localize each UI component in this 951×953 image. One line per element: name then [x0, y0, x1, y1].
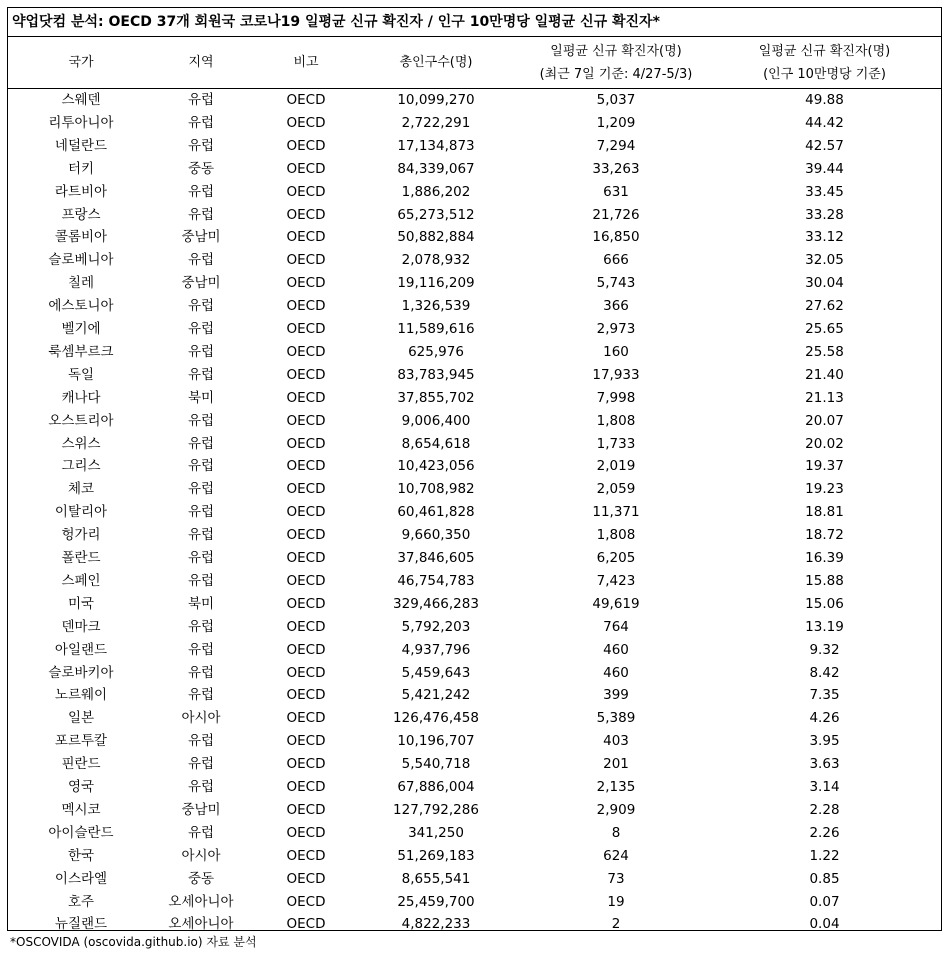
cell-region: 유럽	[187, 664, 215, 681]
cell-daily-cases: 11,371	[592, 504, 640, 521]
cell-daily-cases: 201	[603, 756, 629, 773]
cell-region: 유럽	[187, 298, 215, 315]
cell-population: 83,783,945	[397, 366, 475, 383]
cell-population: 9,006,400	[401, 412, 471, 429]
cell-population: 11,589,616	[397, 321, 475, 337]
cell-daily-cases: 33,263	[592, 160, 640, 177]
cell-rate-per-100k: 39.44	[805, 160, 844, 177]
cell-daily-cases: 1,808	[596, 412, 636, 429]
cell-note: OECD	[286, 779, 326, 795]
cell-country: 스웨덴	[61, 92, 101, 108]
header-country-label: 국가	[68, 55, 94, 70]
cell-country: 아이슬란드	[48, 824, 114, 841]
cell-note: OECD	[286, 916, 326, 933]
cell-daily-cases: 21,726	[592, 206, 640, 223]
cell-population: 65,273,512	[397, 206, 475, 223]
cell-population: 37,855,702	[397, 389, 475, 406]
cell-note: OECD	[286, 366, 326, 383]
data-table	[7, 7, 942, 931]
cell-population: 10,708,982	[397, 481, 475, 498]
cell-rate-per-100k: 42.57	[805, 137, 844, 154]
cell-daily-cases: 460	[603, 641, 629, 658]
cell-country: 캐나다	[61, 389, 101, 406]
cell-note: OECD	[286, 664, 326, 681]
cell-daily-cases: 624	[603, 847, 629, 864]
cell-population: 329,466,283	[393, 595, 479, 612]
cell-population: 17,134,873	[397, 137, 475, 154]
cell-population: 9,660,350	[401, 527, 471, 544]
cell-daily-cases: 7,294	[596, 137, 636, 154]
cell-country: 리투아니아	[48, 114, 114, 131]
cell-population: 46,754,783	[397, 572, 475, 589]
cell-population: 60,461,828	[397, 504, 475, 521]
table-row	[8, 181, 941, 204]
cell-rate-per-100k: 33.28	[805, 206, 844, 223]
table-row	[8, 616, 941, 639]
table-row	[8, 112, 941, 135]
cell-region: 유럽	[187, 92, 215, 108]
cell-daily-cases: 2,059	[596, 481, 636, 498]
table-row	[8, 364, 941, 387]
cell-population: 625,976	[408, 343, 464, 360]
cell-daily-cases: 49,619	[592, 595, 640, 612]
cell-note: OECD	[286, 893, 326, 910]
cell-note: OECD	[286, 824, 326, 841]
cell-population: 8,655,541	[401, 870, 471, 887]
cell-country: 에스토니아	[48, 298, 114, 315]
cell-population: 5,540,718	[401, 756, 471, 773]
cell-daily-cases: 2,973	[596, 321, 636, 337]
table-row	[8, 249, 941, 272]
cell-note: OECD	[286, 550, 326, 566]
header-note-label: 비고	[293, 55, 319, 70]
cell-note: OECD	[286, 298, 326, 315]
cell-rate-per-100k: 15.06	[805, 595, 844, 612]
cell-region: 유럽	[187, 366, 215, 383]
cell-country: 네덜란드	[54, 137, 108, 154]
cell-daily-cases: 7,998	[596, 389, 636, 406]
cell-country: 스페인	[61, 572, 101, 589]
cell-region: 유럽	[187, 572, 215, 589]
table-row	[8, 226, 941, 249]
cell-country: 일본	[67, 710, 95, 727]
cell-region: 유럽	[187, 618, 215, 635]
cell-region: 유럽	[187, 114, 215, 131]
cell-population: 10,099,270	[397, 92, 475, 108]
cell-daily-cases: 2,019	[596, 458, 636, 475]
cell-daily-cases: 6,205	[596, 550, 636, 566]
cell-daily-cases: 1,209	[596, 114, 636, 131]
cell-region: 유럽	[187, 481, 215, 498]
table-row	[8, 501, 941, 524]
cell-daily-cases: 666	[603, 252, 629, 269]
cell-country: 뉴질랜드	[54, 916, 108, 933]
table-row	[8, 295, 941, 318]
cell-rate-per-100k: 21.40	[805, 366, 844, 383]
cell-country: 프랑스	[61, 206, 101, 223]
cell-daily-cases: 19	[607, 893, 625, 910]
cell-country: 독일	[67, 366, 95, 383]
table-row	[8, 89, 941, 112]
cell-country: 콜롬비아	[54, 229, 108, 246]
cell-population: 10,423,056	[397, 458, 475, 475]
cell-note: OECD	[286, 183, 326, 200]
cell-country: 라트비아	[54, 183, 108, 200]
cell-region: 아시아	[181, 847, 221, 864]
cell-region: 북미	[187, 389, 215, 406]
cell-country: 스위스	[61, 435, 101, 452]
table-row	[8, 845, 941, 868]
cell-population: 4,822,233	[401, 916, 471, 933]
cell-daily-cases: 1,733	[596, 435, 636, 452]
table-row	[8, 662, 941, 685]
cell-region: 유럽	[187, 779, 215, 795]
cell-rate-per-100k: 2.26	[809, 824, 840, 841]
cell-rate-per-100k: 16.39	[805, 550, 844, 566]
cell-country: 핀란드	[61, 756, 101, 773]
cell-daily-cases: 2,135	[596, 779, 636, 795]
table-row	[8, 387, 941, 410]
table-row	[8, 410, 941, 433]
table-row	[8, 318, 941, 341]
cell-note: OECD	[286, 137, 326, 154]
cell-daily-cases: 8	[611, 824, 621, 841]
cell-country: 헝가리	[61, 527, 101, 544]
cell-rate-per-100k: 21.13	[805, 389, 844, 406]
cell-region: 중남미	[181, 229, 221, 246]
cell-daily-cases: 160	[603, 343, 629, 360]
cell-note: OECD	[286, 710, 326, 727]
cell-daily-cases: 631	[603, 183, 629, 200]
cell-note: OECD	[286, 275, 326, 292]
cell-note: OECD	[286, 572, 326, 589]
cell-country: 덴마크	[61, 618, 101, 635]
cell-note: OECD	[286, 595, 326, 612]
table-row	[8, 639, 941, 662]
cell-country: 룩셈부르크	[48, 343, 114, 360]
cell-region: 유럽	[187, 733, 215, 750]
cell-rate-per-100k: 3.95	[809, 733, 840, 750]
header-rate-line1: 일평균 신규 확진자(명)	[758, 43, 891, 59]
cell-note: OECD	[286, 618, 326, 635]
header-note	[266, 37, 346, 88]
cell-rate-per-100k: 0.07	[809, 893, 840, 910]
cell-daily-cases: 2	[611, 916, 621, 933]
cell-population: 50,882,884	[397, 229, 475, 246]
cell-population: 5,792,203	[401, 618, 471, 635]
cell-daily-cases: 17,933	[592, 366, 640, 383]
cell-population: 51,269,183	[397, 847, 475, 864]
cell-region: 유럽	[187, 321, 215, 337]
cell-rate-per-100k: 32.05	[805, 252, 844, 269]
cell-country: 이탈리아	[54, 504, 108, 521]
table-row	[8, 478, 941, 501]
cell-rate-per-100k: 18.81	[805, 504, 844, 521]
cell-country: 미국	[67, 595, 95, 612]
cell-note: OECD	[286, 527, 326, 544]
cell-region: 유럽	[187, 252, 215, 269]
cell-note: OECD	[286, 687, 326, 704]
cell-daily-cases: 5,389	[596, 710, 636, 727]
cell-region: 중동	[187, 160, 215, 177]
footnote: *OSCOVIDA (oscovida.github.io) 자료 분석	[10, 935, 257, 949]
cell-rate-per-100k: 8.42	[809, 664, 840, 681]
cell-rate-per-100k: 25.65	[805, 321, 844, 337]
cell-note: OECD	[286, 412, 326, 429]
cell-rate-per-100k: 25.58	[805, 343, 844, 360]
table-row	[8, 135, 941, 158]
cell-note: OECD	[286, 481, 326, 498]
cell-population: 2,722,291	[401, 114, 471, 131]
table-row	[8, 822, 941, 845]
table-row	[8, 433, 941, 456]
cell-region: 유럽	[187, 527, 215, 544]
cell-rate-per-100k: 0.85	[809, 870, 840, 887]
cell-rate-per-100k: 49.88	[805, 92, 844, 108]
cell-daily-cases: 460	[603, 664, 629, 681]
cell-region: 중남미	[181, 801, 221, 818]
cell-population: 4,937,796	[401, 641, 471, 658]
cell-note: OECD	[286, 321, 326, 337]
cell-region: 오세아니아	[168, 893, 234, 910]
cell-population: 127,792,286	[393, 801, 479, 818]
cell-country: 터키	[67, 160, 95, 177]
cell-note: OECD	[286, 870, 326, 887]
cell-population: 5,459,643	[401, 664, 471, 681]
cell-country: 폴란드	[61, 550, 101, 566]
cell-rate-per-100k: 18.72	[805, 527, 844, 544]
cell-rate-per-100k: 19.23	[805, 481, 844, 498]
header-rate-line2: (인구 10만명당 기준)	[763, 66, 886, 82]
cell-region: 유럽	[187, 458, 215, 475]
cell-rate-per-100k: 2.28	[809, 801, 840, 818]
cell-region: 유럽	[187, 137, 215, 154]
cell-note: OECD	[286, 114, 326, 131]
cell-rate-per-100k: 1.22	[809, 847, 840, 864]
cell-population: 19,116,209	[397, 275, 475, 292]
cell-country: 벨기에	[61, 321, 101, 337]
cell-daily-cases: 399	[603, 687, 629, 704]
cell-note: OECD	[286, 504, 326, 521]
header-daily-line2: (최근 7일 기준: 4/27-5/3)	[539, 66, 693, 82]
table-row	[8, 593, 941, 616]
cell-country: 멕시코	[61, 801, 101, 818]
cell-region: 유럽	[187, 756, 215, 773]
cell-region: 유럽	[187, 824, 215, 841]
table-row	[8, 799, 941, 822]
cell-rate-per-100k: 15.88	[805, 572, 844, 589]
cell-population: 10,196,707	[397, 733, 475, 750]
cell-note: OECD	[286, 229, 326, 246]
cell-population: 2,078,932	[401, 252, 471, 269]
table-row	[8, 204, 941, 227]
cell-country: 한국	[67, 847, 95, 864]
header-region	[136, 37, 266, 88]
cell-population: 67,886,004	[397, 779, 475, 795]
cell-note: OECD	[286, 641, 326, 658]
table-row	[8, 868, 941, 891]
cell-population: 126,476,458	[393, 710, 479, 727]
cell-note: OECD	[286, 756, 326, 773]
cell-population: 8,654,618	[401, 435, 471, 452]
cell-rate-per-100k: 33.12	[805, 229, 844, 246]
header-rate	[706, 37, 943, 88]
table-row	[8, 272, 941, 295]
cell-rate-per-100k: 0.04	[809, 916, 840, 933]
cell-rate-per-100k: 30.04	[805, 275, 844, 292]
cell-country: 포르투칼	[54, 733, 108, 750]
cell-daily-cases: 2,909	[596, 801, 636, 818]
cell-region: 유럽	[187, 183, 215, 200]
cell-region: 유럽	[187, 641, 215, 658]
cell-note: OECD	[286, 160, 326, 177]
header-daily-line1: 일평균 신규 확진자(명)	[550, 43, 682, 59]
cell-population: 1,886,202	[401, 183, 471, 200]
cell-region: 북미	[187, 595, 215, 612]
cell-region: 중남미	[181, 275, 221, 292]
cell-region: 유럽	[187, 206, 215, 223]
cell-daily-cases: 366	[603, 298, 629, 315]
cell-population: 25,459,700	[397, 893, 475, 910]
cell-country: 오스트리아	[48, 412, 114, 429]
cell-daily-cases: 403	[603, 733, 629, 750]
cell-note: OECD	[286, 847, 326, 864]
cell-region: 중동	[187, 870, 215, 887]
cell-rate-per-100k: 9.32	[809, 641, 840, 658]
cell-daily-cases: 7,423	[596, 572, 636, 589]
cell-note: OECD	[286, 206, 326, 223]
table-header	[8, 36, 941, 89]
cell-rate-per-100k: 3.14	[809, 779, 840, 795]
cell-country: 체코	[67, 481, 95, 498]
cell-rate-per-100k: 13.19	[805, 618, 844, 635]
cell-daily-cases: 16,850	[592, 229, 640, 246]
header-daily	[526, 37, 706, 88]
cell-population: 5,421,242	[401, 687, 471, 704]
cell-country: 호주	[67, 893, 95, 910]
cell-region: 유럽	[187, 412, 215, 429]
table-row	[8, 158, 941, 181]
cell-country: 슬로베니아	[48, 252, 114, 269]
cell-note: OECD	[286, 458, 326, 475]
table-row	[8, 455, 941, 478]
cell-daily-cases: 5,743	[596, 275, 636, 292]
table-row	[8, 753, 941, 776]
cell-daily-cases: 73	[607, 870, 625, 887]
cell-country: 노르웨이	[54, 687, 108, 704]
cell-region: 오세아니아	[168, 916, 234, 933]
cell-region: 아시아	[181, 710, 221, 727]
cell-population: 1,326,539	[401, 298, 471, 315]
cell-region: 유럽	[187, 504, 215, 521]
cell-daily-cases: 5,037	[596, 92, 636, 108]
cell-population: 37,846,605	[397, 550, 475, 566]
cell-note: OECD	[286, 435, 326, 452]
table-title: 약업닷컴 분석: OECD 37개 회원국 코로나19 일평균 신규 확진자 / 인구 10만명당 일평균 신규 확진자*	[12, 14, 660, 30]
cell-region: 유럽	[187, 343, 215, 360]
cell-population: 84,339,067	[397, 160, 475, 177]
cell-region: 유럽	[187, 435, 215, 452]
table-row	[8, 776, 941, 799]
cell-rate-per-100k: 20.02	[805, 435, 844, 452]
table-row	[8, 707, 941, 730]
cell-region: 유럽	[187, 687, 215, 704]
table-row	[8, 684, 941, 707]
cell-population: 341,250	[408, 824, 464, 841]
cell-rate-per-100k: 19.37	[805, 458, 844, 475]
cell-daily-cases: 1,808	[596, 527, 636, 544]
cell-daily-cases: 764	[603, 618, 629, 635]
cell-country: 이스라엘	[54, 870, 108, 887]
cell-rate-per-100k: 4.26	[809, 710, 840, 727]
cell-note: OECD	[286, 801, 326, 818]
table-row	[8, 547, 941, 570]
table-row	[8, 570, 941, 593]
header-population	[346, 37, 526, 88]
cell-note: OECD	[286, 92, 326, 108]
cell-rate-per-100k: 27.62	[805, 298, 844, 315]
table-row	[8, 891, 941, 914]
cell-country: 그리스	[61, 458, 101, 475]
cell-note: OECD	[286, 733, 326, 750]
cell-note: OECD	[286, 343, 326, 360]
cell-note: OECD	[286, 252, 326, 269]
cell-region: 유럽	[187, 550, 215, 566]
cell-rate-per-100k: 7.35	[809, 687, 840, 704]
header-region-label: 지역	[188, 55, 214, 70]
cell-rate-per-100k: 3.63	[809, 756, 840, 773]
table-row	[8, 524, 941, 547]
cell-rate-per-100k: 44.42	[805, 114, 844, 131]
cell-note: OECD	[286, 389, 326, 406]
cell-country: 영국	[67, 779, 95, 795]
cell-country: 슬로바키아	[48, 664, 114, 681]
table-row	[8, 341, 941, 364]
cell-rate-per-100k: 33.45	[805, 183, 844, 200]
cell-country: 아일랜드	[54, 641, 108, 658]
table-row	[8, 730, 941, 753]
header-population-label: 총인구수(명)	[399, 55, 473, 70]
header-country	[26, 37, 136, 88]
cell-country: 칠레	[67, 275, 95, 292]
cell-rate-per-100k: 20.07	[805, 412, 844, 429]
